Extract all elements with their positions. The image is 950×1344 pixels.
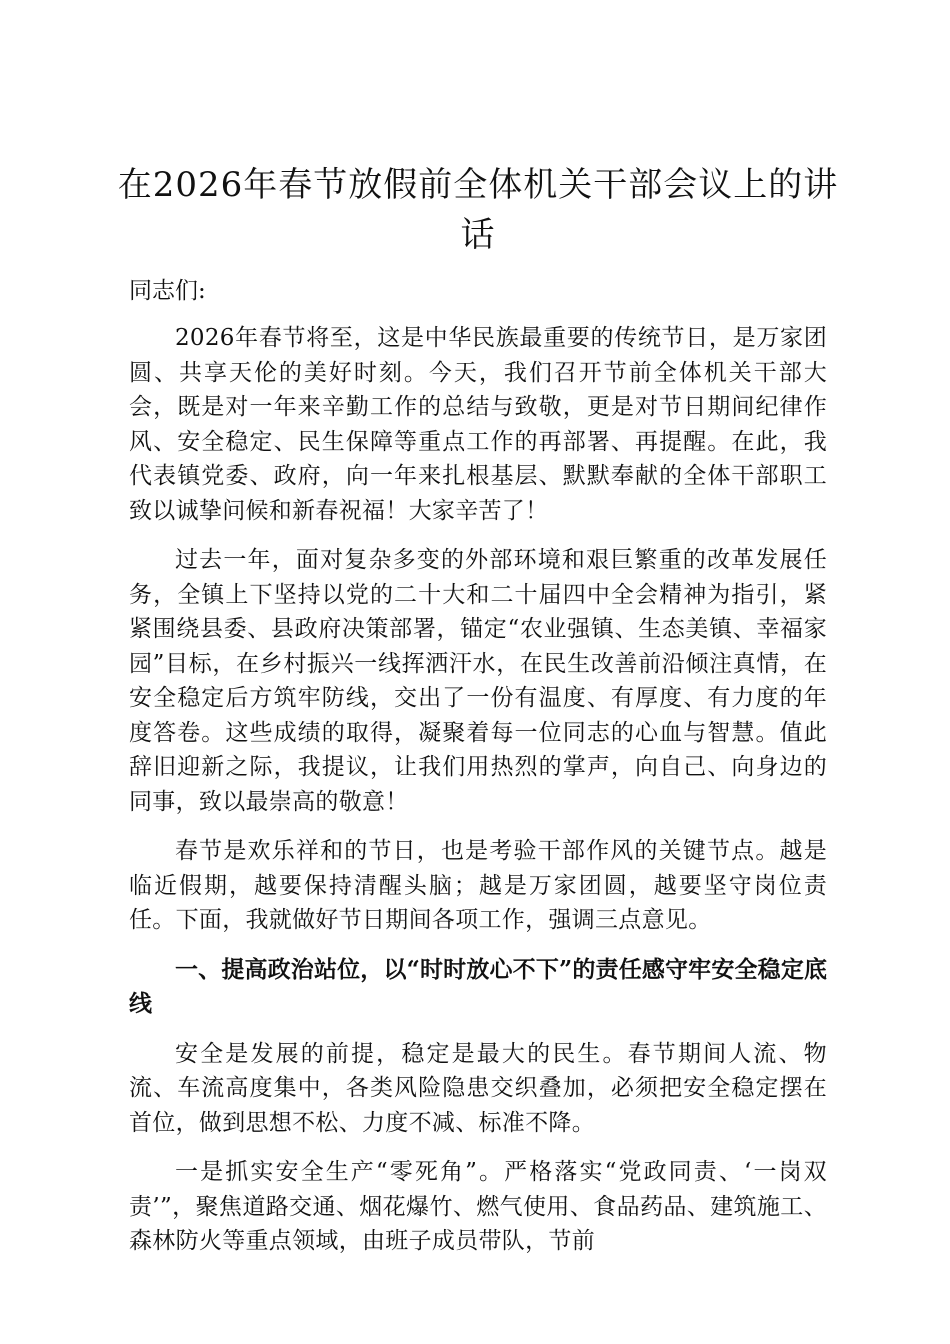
document-title: 在2026年春节放假前全体机关干部会议上的讲话 xyxy=(117,165,839,255)
document-page xyxy=(117,160,839,1274)
paragraph: 过去一年，面对复杂多变的外部环境和艰巨繁重的改革发展任务，全镇上下坚持以党的二十大和二十届四中全会精神为指引，紧紧围绕县委、县政府决策部署，锚定“农业强镇、生态美镇、幸福家园”目标，在乡村振兴一线挥洒汗水，在民生改善前沿倾注真情，在安全稳定后方筑牢防线，交出了一份有温度、有厚度、有力度的年度答卷。这些成绩的取得，凝聚着每一位同志的心血与智慧。值此辞旧迎新之际，我提议，让我们用热烈的掌声，向自己、向身边的同事，致以最崇高的敬意！ xyxy=(129,547,827,815)
section-heading: 一、提高政治站位，以“时时放心不下”的责任感守牢安全稳定底线 xyxy=(129,955,827,1017)
paragraph: 安全是发展的前提，稳定是最大的民生。春节期间人流、物流、车流高度集中，各类风险隐患交织叠加，必须把安全稳定摆在首位，做到思想不松、力度不减、标准不降。 xyxy=(129,1040,827,1136)
paragraph: 一是抓实安全生产“零死角”。严格落实“党政同责、‘一岗双责’”，聚焦道路交通、烟花爆竹、燃气使用、食品药品、建筑施工、森林防火等重点领域，由班子成员带队，节前 xyxy=(129,1159,827,1254)
paragraph: 2026年春节将至，这是中华民族最重要的传统节日，是万家团圆、共享天伦的美好时刻。今天，我们召开节前全体机关干部大会，既是对一年来辛勤工作的总结与致敬，更是对节日期间纪律作风、安全稳定、民生保障等重点工作的再部署、再提醒。在此，我代表镇党委、政府，向一年来扎根基层、默默奉献的全体干部职工致以诚挚问候和新春祝福！大家辛苦了！ xyxy=(129,325,827,524)
paragraph: 春节是欢乐祥和的节日，也是考验干部作风的关键节点。越是临近假期，越要保持清醒头脑；越是万家团圆，越要坚守岗位责任。下面，我就做好节日期间各项工作，强调三点意见。 xyxy=(129,838,827,933)
salutation: 同志们: xyxy=(129,278,206,304)
